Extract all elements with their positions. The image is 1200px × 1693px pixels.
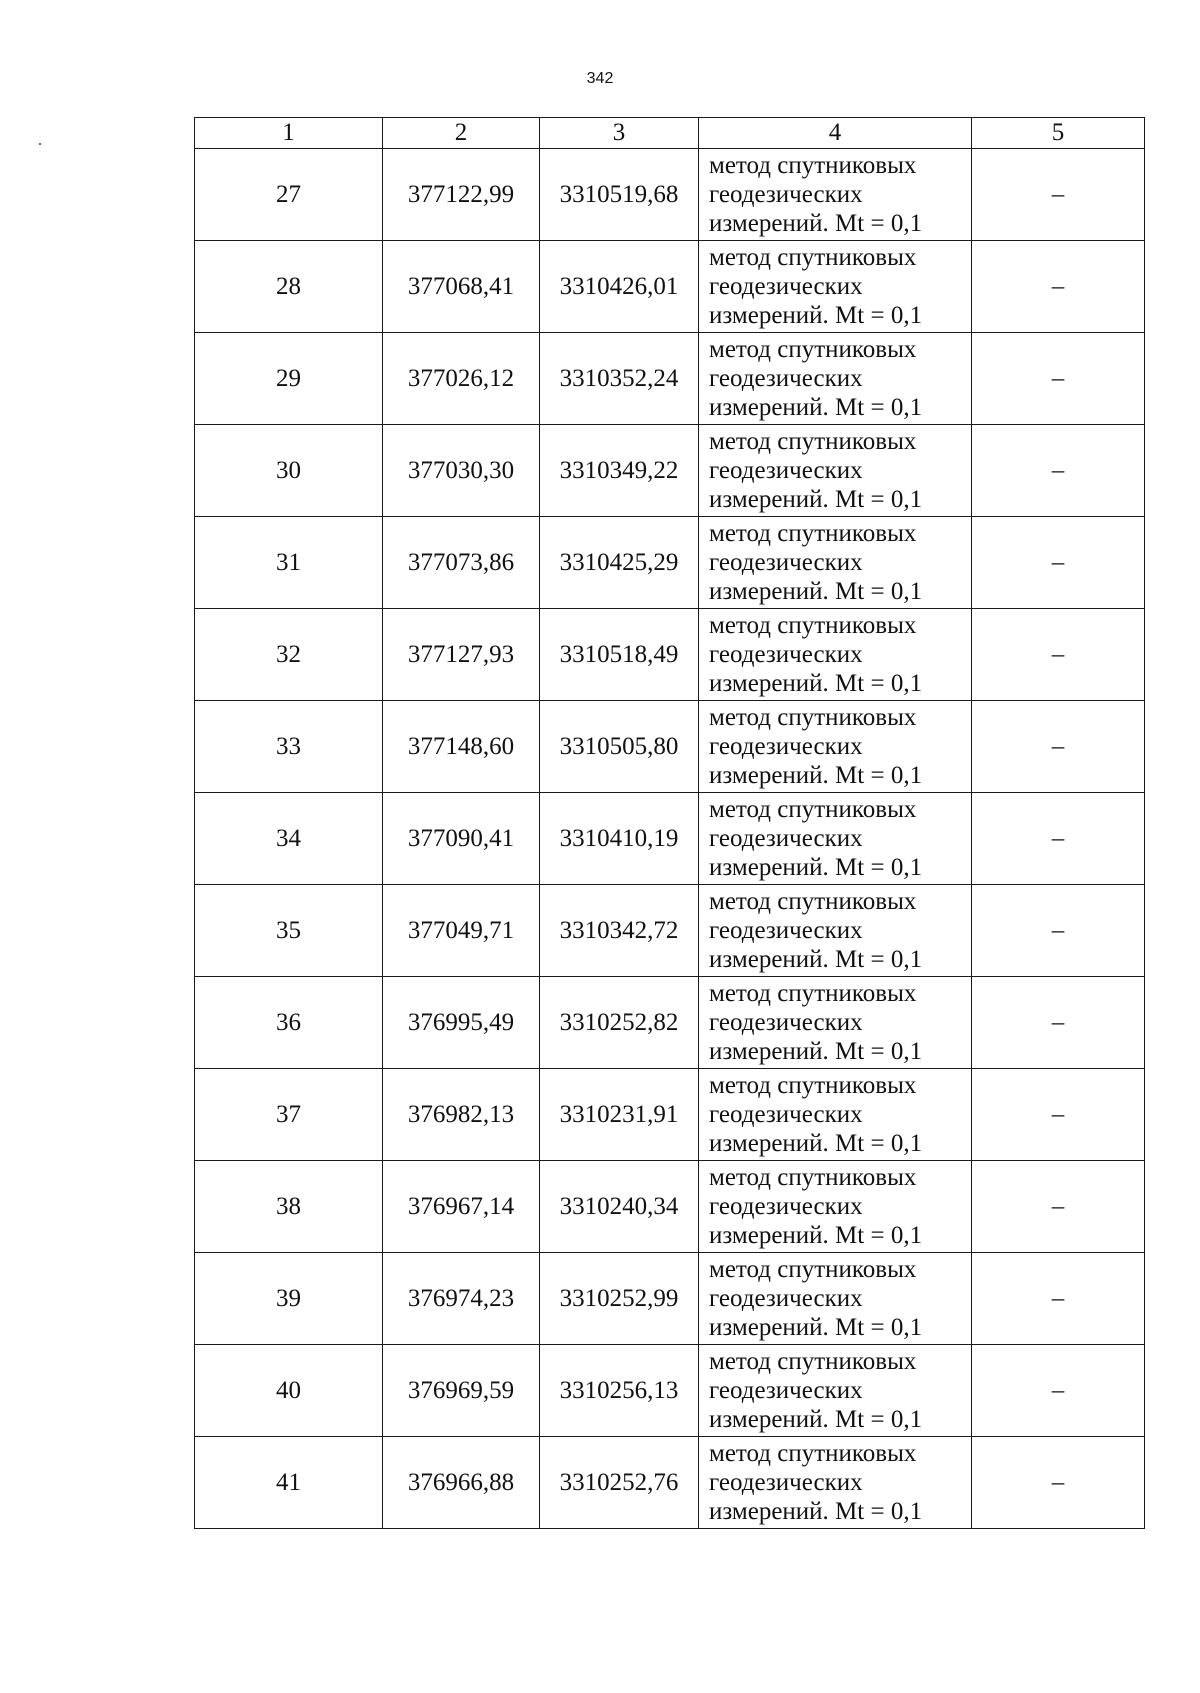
method-line: метод спутниковых (709, 1440, 917, 1467)
method-line: геодезических (709, 365, 863, 392)
method-line: метод спутниковых (709, 244, 917, 271)
table-row (195, 885, 1145, 977)
note-cell: – (972, 793, 1145, 885)
method-cell (699, 1253, 972, 1345)
table-row (195, 977, 1145, 1069)
method-line: измерений. Mt = 0,1 (709, 486, 923, 513)
point-number-cell: 37 (195, 1069, 383, 1161)
method-line: геодезических (709, 917, 863, 944)
method-cell (699, 885, 972, 977)
table-row (195, 517, 1145, 609)
method-line: геодезических (709, 1377, 863, 1404)
x-coordinate-cell: 377068,41 (383, 241, 540, 333)
y-coordinate-cell: 3310256,13 (540, 1345, 699, 1437)
method-line: геодезических (709, 1193, 863, 1220)
method-cell (699, 1161, 972, 1253)
method-line: метод спутниковых (709, 980, 917, 1007)
method-cell (699, 1437, 972, 1529)
method-line: измерений. Mt = 0,1 (709, 1314, 923, 1341)
x-coordinate-cell: 377148,60 (383, 701, 540, 793)
method-line: измерений. Mt = 0,1 (709, 394, 923, 421)
header-col-3: 3 (540, 118, 699, 149)
table-header (195, 118, 1145, 149)
method-line: измерений. Mt = 0,1 (709, 1038, 923, 1065)
method-line: геодезических (709, 1009, 863, 1036)
method-cell (699, 149, 972, 241)
method-cell (699, 1345, 972, 1437)
method-line: геодезических (709, 1285, 863, 1312)
method-cell (699, 425, 972, 517)
method-cell (699, 793, 972, 885)
method-line: метод спутниковых (709, 1348, 917, 1375)
method-line: метод спутниковых (709, 796, 917, 823)
y-coordinate-cell: 3310352,24 (540, 333, 699, 425)
note-cell: – (972, 149, 1145, 241)
point-number-cell: 32 (195, 609, 383, 701)
note-cell: – (972, 1161, 1145, 1253)
table-body (195, 149, 1145, 1529)
y-coordinate-cell: 3310240,34 (540, 1161, 699, 1253)
note-cell: – (972, 1345, 1145, 1437)
method-line: метод спутниковых (709, 1256, 917, 1283)
method-cell (699, 701, 972, 793)
method-cell (699, 517, 972, 609)
note-cell: – (972, 425, 1145, 517)
point-number-cell: 27 (195, 149, 383, 241)
method-cell (699, 241, 972, 333)
x-coordinate-cell: 377049,71 (383, 885, 540, 977)
page-number: 342 (586, 70, 614, 87)
method-line: геодезических (709, 733, 863, 760)
note-cell: – (972, 1437, 1145, 1529)
method-line: геодезических (709, 641, 863, 668)
table-row (195, 609, 1145, 701)
table-row (195, 1161, 1145, 1253)
method-line: метод спутниковых (709, 1164, 917, 1191)
table-row (195, 701, 1145, 793)
y-coordinate-cell: 3310342,72 (540, 885, 699, 977)
table-row (195, 333, 1145, 425)
point-number-cell: 28 (195, 241, 383, 333)
method-line: измерений. Mt = 0,1 (709, 946, 923, 973)
method-line: геодезических (709, 273, 863, 300)
method-line: геодезических (709, 457, 863, 484)
note-cell: – (972, 1253, 1145, 1345)
method-line: измерений. Mt = 0,1 (709, 1498, 923, 1525)
method-line: метод спутниковых (709, 888, 917, 915)
note-cell: – (972, 333, 1145, 425)
method-line: геодезических (709, 1469, 863, 1496)
method-line: измерений. Mt = 0,1 (709, 854, 923, 881)
table-row (195, 425, 1145, 517)
method-line: метод спутниковых (709, 152, 917, 179)
coordinates-table (194, 117, 1145, 1529)
method-cell (699, 977, 972, 1069)
y-coordinate-cell: 3310426,01 (540, 241, 699, 333)
x-coordinate-cell: 376969,59 (383, 1345, 540, 1437)
method-line: измерений. Mt = 0,1 (709, 670, 923, 697)
x-coordinate-cell: 376995,49 (383, 977, 540, 1069)
header-col-2: 2 (383, 118, 540, 149)
table-row (195, 1345, 1145, 1437)
note-cell: – (972, 701, 1145, 793)
method-line: метод спутниковых (709, 612, 917, 639)
header-col-5: 5 (972, 118, 1145, 149)
y-coordinate-cell: 3310231,91 (540, 1069, 699, 1161)
point-number-cell: 30 (195, 425, 383, 517)
scan-dot (39, 143, 41, 145)
x-coordinate-cell: 377122,99 (383, 149, 540, 241)
x-coordinate-cell: 376974,23 (383, 1253, 540, 1345)
y-coordinate-cell: 3310505,80 (540, 701, 699, 793)
method-line: геодезических (709, 181, 863, 208)
table-row (195, 149, 1145, 241)
header-row (195, 118, 1145, 149)
point-number-cell: 36 (195, 977, 383, 1069)
method-line: геодезических (709, 825, 863, 852)
method-line: метод спутниковых (709, 428, 917, 455)
table-row (195, 1437, 1145, 1529)
y-coordinate-cell: 3310519,68 (540, 149, 699, 241)
method-cell (699, 609, 972, 701)
x-coordinate-cell: 377073,86 (383, 517, 540, 609)
y-coordinate-cell: 3310410,19 (540, 793, 699, 885)
point-number-cell: 33 (195, 701, 383, 793)
point-number-cell: 41 (195, 1437, 383, 1529)
y-coordinate-cell: 3310425,29 (540, 517, 699, 609)
note-cell: – (972, 609, 1145, 701)
y-coordinate-cell: 3310518,49 (540, 609, 699, 701)
note-cell: – (972, 241, 1145, 333)
method-line: измерений. Mt = 0,1 (709, 578, 923, 605)
x-coordinate-cell: 377030,30 (383, 425, 540, 517)
method-line: метод спутниковых (709, 520, 917, 547)
note-cell: – (972, 977, 1145, 1069)
method-line: измерений. Mt = 0,1 (709, 1406, 923, 1433)
point-number-cell: 38 (195, 1161, 383, 1253)
y-coordinate-cell: 3310252,99 (540, 1253, 699, 1345)
method-cell (699, 1069, 972, 1161)
y-coordinate-cell: 3310252,76 (540, 1437, 699, 1529)
x-coordinate-cell: 376967,14 (383, 1161, 540, 1253)
table-row (195, 1253, 1145, 1345)
method-line: измерений. Mt = 0,1 (709, 1222, 923, 1249)
method-line: геодезических (709, 1101, 863, 1128)
method-line: метод спутниковых (709, 1072, 917, 1099)
method-line: метод спутниковых (709, 336, 917, 363)
x-coordinate-cell: 377090,41 (383, 793, 540, 885)
x-coordinate-cell: 376982,13 (383, 1069, 540, 1161)
method-line: измерений. Mt = 0,1 (709, 762, 923, 789)
x-coordinate-cell: 376966,88 (383, 1437, 540, 1529)
method-line: измерений. Mt = 0,1 (709, 210, 923, 237)
y-coordinate-cell: 3310252,82 (540, 977, 699, 1069)
point-number-cell: 40 (195, 1345, 383, 1437)
y-coordinate-cell: 3310349,22 (540, 425, 699, 517)
header-col-4: 4 (699, 118, 972, 149)
table-row (195, 241, 1145, 333)
method-line: измерений. Mt = 0,1 (709, 1130, 923, 1157)
header-col-1: 1 (195, 118, 383, 149)
x-coordinate-cell: 377127,93 (383, 609, 540, 701)
point-number-cell: 31 (195, 517, 383, 609)
method-line: измерений. Mt = 0,1 (709, 302, 923, 329)
point-number-cell: 34 (195, 793, 383, 885)
point-number-cell: 29 (195, 333, 383, 425)
note-cell: – (972, 885, 1145, 977)
method-line: метод спутниковых (709, 704, 917, 731)
table-row (195, 793, 1145, 885)
point-number-cell: 35 (195, 885, 383, 977)
note-cell: – (972, 517, 1145, 609)
method-line: геодезических (709, 549, 863, 576)
x-coordinate-cell: 377026,12 (383, 333, 540, 425)
point-number-cell: 39 (195, 1253, 383, 1345)
table-row (195, 1069, 1145, 1161)
method-cell (699, 333, 972, 425)
note-cell: – (972, 1069, 1145, 1161)
